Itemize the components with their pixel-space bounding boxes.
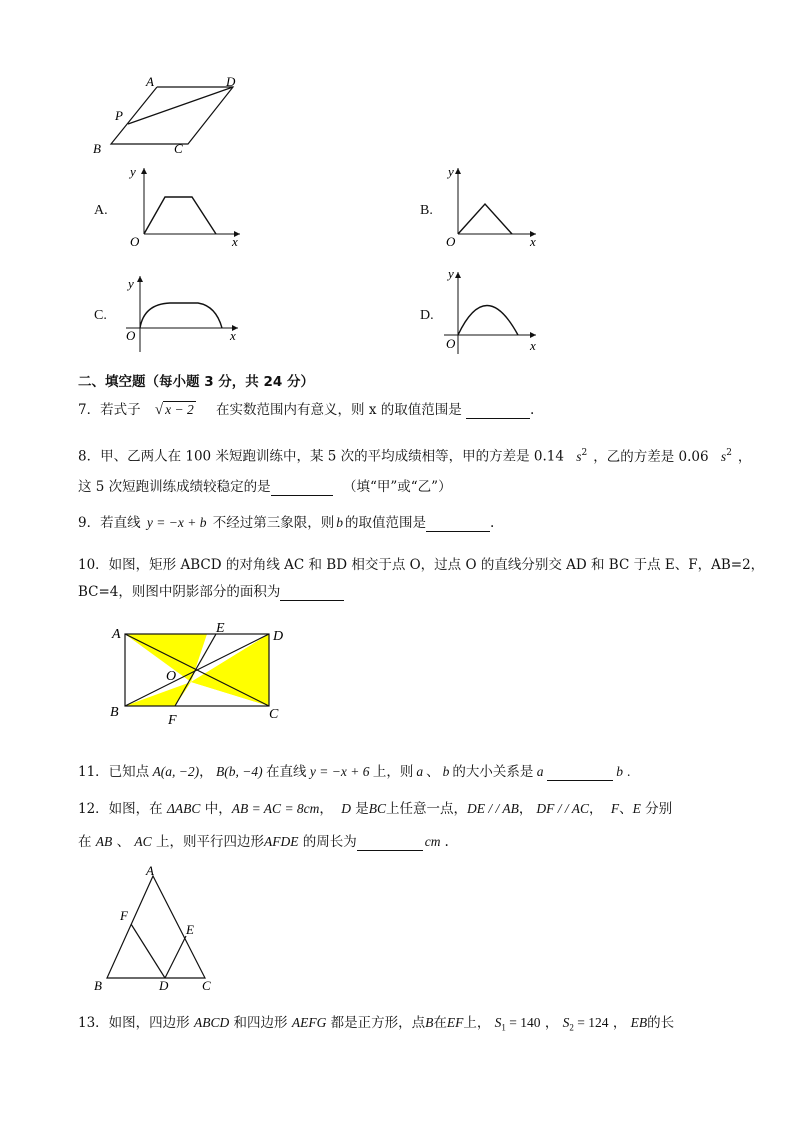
answer-blank[interactable] (280, 586, 344, 601)
section-heading: 二、填空题（每小题 3 分，共 24 分） (78, 374, 314, 390)
axis-x: x (530, 234, 536, 248)
axis-y: y (448, 266, 454, 281)
label-F: F (120, 908, 128, 923)
axis-y: y (448, 164, 454, 179)
triangle-figure (90, 862, 220, 996)
question-8-line1: 8．甲、乙两人在 100 米短跑训练中，某 5 次的平均成绩相等，甲的方差是 0.14 $s^2$ ，乙的方差是 0.06 $s^2$ ， (78, 448, 752, 465)
label-P: P (115, 108, 123, 123)
label-C: C (202, 978, 211, 993)
answer-blank[interactable] (271, 481, 333, 496)
label-B: B (93, 141, 101, 156)
rectangle-figure (106, 618, 294, 726)
axis-y: y (128, 276, 134, 291)
axis-x: x (230, 328, 236, 343)
label-A: A (112, 627, 121, 642)
axis-x: x (530, 338, 536, 353)
option-a-label: A. (94, 203, 108, 218)
question-7: 7．若式子 √ x − 2 在实数范围内有意义，则 x 的取值范围是 . (78, 402, 535, 418)
question-8-line2: 这 5 次短跑训练成绩较稳定的是 （填“甲”或“乙”） (78, 479, 452, 495)
option-b-label: B. (420, 203, 433, 218)
axis-x: x (232, 234, 238, 248)
answer-blank[interactable] (547, 766, 613, 781)
answer-blank[interactable] (466, 404, 530, 419)
option-d-graph (440, 264, 550, 356)
option-c-label: C. (94, 308, 107, 323)
label-F: F (168, 713, 177, 726)
label-D: D (226, 74, 236, 89)
question-10-line1: 10．如图，矩形 ABCD 的对角线 AC 和 BD 相交于点 O，过点 O 的直线分别交 AD 和 BC 于点 E、F，AB=2， (78, 557, 765, 573)
label-D: D (273, 629, 284, 644)
question-13: 13．如图，四边形 ABCD 和四边形 AEFG 都是正方形，点B在EF上， $S_1 = 140$ ， $S_2 = 124$ ， EB的长 (78, 1015, 675, 1033)
label-B: B (94, 978, 102, 993)
answer-blank[interactable] (426, 517, 490, 532)
label-A: A (146, 863, 154, 878)
label-D: D (159, 978, 169, 993)
option-d-label: D. (420, 308, 434, 323)
label-C: C (174, 141, 183, 156)
axis-origin: O (446, 336, 456, 351)
question-12-line1: 12．如图，在 ΔABC 中，AB = AC = 8cm， D 是BC上任意一点，DE / / AB， DF / / AC， F、E 分别 (78, 801, 673, 817)
label-B: B (110, 705, 119, 720)
axis-origin: O (130, 234, 140, 248)
parallelogram-figure (88, 74, 248, 158)
sqrt-expression: √ x − 2 (154, 402, 194, 418)
option-b-graph (440, 162, 550, 248)
label-A: A (146, 74, 154, 89)
option-a-graph (118, 162, 248, 248)
axis-origin: O (126, 328, 136, 343)
label-O: O (166, 669, 177, 684)
option-c-graph (118, 270, 248, 356)
axis-origin: O (446, 234, 456, 248)
label-E: E (216, 621, 225, 636)
label-E: E (186, 922, 194, 937)
question-11: 11．已知点 A(a, −2)， B(b, −4) 在直线 y = −x + 6 上，则 a 、 b 的大小关系是 a b . (78, 764, 631, 780)
question-10-line2: BC=4，则图中阴影部分的面积为 (78, 583, 344, 601)
axis-y: y (130, 164, 136, 179)
question-9: 9．若直线 y = −x + b 不经过第三象限，则 b 的取值范围是 . (78, 515, 495, 531)
question-12-line2: 在 AB 、 AC 上，则平行四边形AFDE 的周长为 cm . (78, 834, 449, 850)
label-C: C (269, 707, 279, 722)
answer-blank[interactable] (357, 836, 423, 851)
